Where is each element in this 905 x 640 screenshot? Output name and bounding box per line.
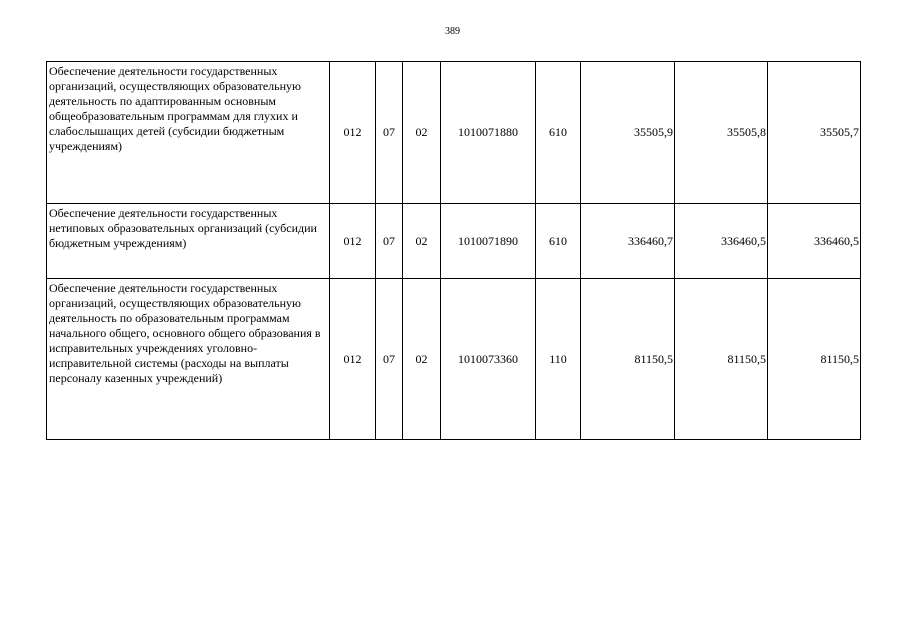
section-code: 07	[376, 279, 403, 440]
target-article-code: 1010071890	[441, 204, 536, 279]
amount-year-3: 81150,5	[768, 279, 861, 440]
ministry-code: 012	[330, 62, 376, 204]
table-row	[47, 62, 861, 204]
expense-type-code: 610	[536, 204, 581, 279]
amount-year-3: 336460,5	[768, 204, 861, 279]
amount-year-2: 35505,8	[675, 62, 768, 204]
target-article-code: 1010073360	[441, 279, 536, 440]
row-description: Обеспечение деятельности государственных организаций, осуществляющих образовательную деятельность по адаптированным основным общеобразовательным программам для глухих и слабослышащих детей (субсидии бюджетным учреждениям)	[47, 62, 330, 204]
table-row	[47, 279, 861, 440]
row-description: Обеспечение деятельности государственных нетиповых образовательных организаций (субсидии бюджетным учреждениям)	[47, 204, 330, 279]
subsection-code: 02	[403, 62, 441, 204]
section-code: 07	[376, 62, 403, 204]
table-row	[47, 204, 861, 279]
ministry-code: 012	[330, 279, 376, 440]
row-description: Обеспечение деятельности государственных организаций, осуществляющих образовательную деятельность по образовательным программам начального общего, основного общего образования в исправительных учреждениях уголовно-исправительной системы (расходы на выплаты персоналу казенных учреждений)	[47, 279, 330, 440]
page-number: 389	[445, 26, 460, 37]
amount-year-2: 336460,5	[675, 204, 768, 279]
budget-table	[46, 61, 861, 440]
expense-type-code: 110	[536, 279, 581, 440]
amount-year-2: 81150,5	[675, 279, 768, 440]
section-code: 07	[376, 204, 403, 279]
amount-year-1: 336460,7	[581, 204, 675, 279]
subsection-code: 02	[403, 279, 441, 440]
amount-year-1: 81150,5	[581, 279, 675, 440]
amount-year-1: 35505,9	[581, 62, 675, 204]
expense-type-code: 610	[536, 62, 581, 204]
ministry-code: 012	[330, 204, 376, 279]
amount-year-3: 35505,7	[768, 62, 861, 204]
target-article-code: 1010071880	[441, 62, 536, 204]
subsection-code: 02	[403, 204, 441, 279]
